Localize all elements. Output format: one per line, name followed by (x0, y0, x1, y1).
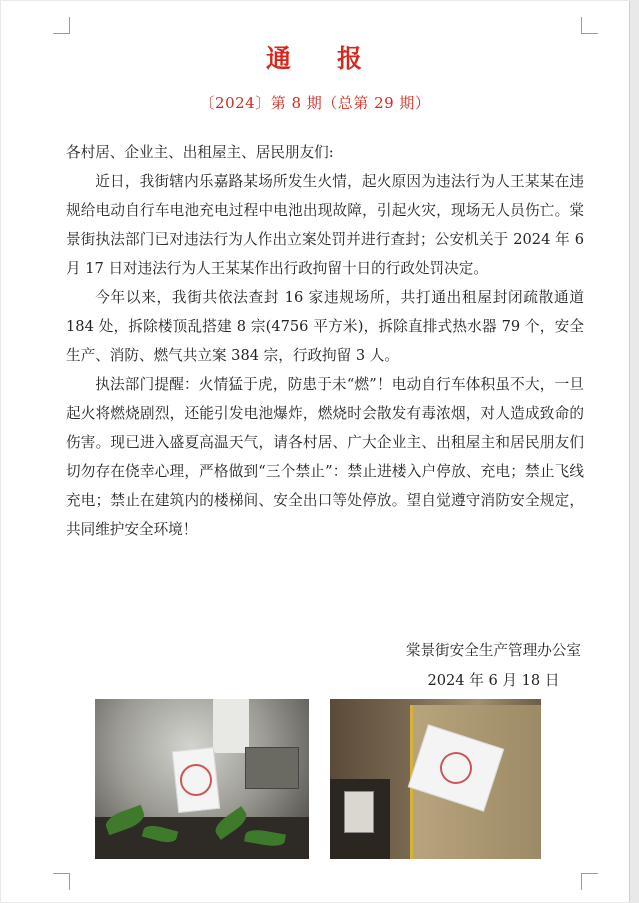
paragraph-statistics: 今年以来，我街共依法查封 16 家违规场所，共打通出租屋封闭疏散通道 184 处，拆除楼顶乱搭建 8 宗(4756 平方米)，拆除直排式热水器 79 个，安全生产、消防、燃气共立案 384 宗，行政拘留 3 人。 (66, 289, 584, 364)
notice-title (1, 39, 629, 75)
seal-stamp-icon (436, 748, 476, 788)
photo-sealed-outlet (95, 699, 309, 859)
seal-stamp-icon (178, 762, 213, 797)
signature-block (406, 636, 581, 696)
crop-mark-top-left (53, 17, 70, 34)
issue-number: 〔2024〕第 8 期（总第 29 期） (199, 94, 431, 112)
paragraph-incident: 近日，我街辖内乐嘉路某场所发生火情，起火原因为违法行为人王某某在违规给电动自行车电池充电过程中电池出现故障，引起火灾，现场无人员伤亡。棠景街执法部门已对违法行为人作出立案处罚并进行查封；公安机关于 2024 年 6 月 17 日对违法行为人王某某作出行政拘留十日的行政处罚决定。 (66, 173, 584, 277)
notice-body (66, 138, 584, 544)
crop-mark-top-right (581, 17, 598, 34)
crop-mark-bottom-right (581, 873, 598, 890)
notice-title-char-1: 通 (265, 44, 293, 73)
signature-date: 2024 年 6 月 18 日 (427, 672, 560, 689)
signature-org: 棠景街安全生产管理办公室 (405, 642, 581, 659)
crop-mark-bottom-left (53, 873, 70, 890)
salutation: 各村居、企业主、出租屋主、居民朋友们: (66, 144, 334, 161)
notice-title-char-2: 报 (337, 44, 365, 73)
paragraph-reminder: 执法部门提醒：火情猛于虎，防患于未“燃”！电动自行车体积虽不大，一旦起火将燃烧剧烈，还能引发电池爆炸，燃烧时会散发有毒浓烟，对人造成致命的伤害。现已进入盛夏高温天气，请各村居、广大企业主、出租屋主和居民朋友们切勿存在侥幸心理，严格做到“三个禁止”：禁止进楼入户停放、充电；禁止飞线充电；禁止在建筑内的楼梯间、安全出口等处停放。望自觉遵守消防安全规定，共同维护安全环境！ (66, 376, 584, 538)
photo-sealed-cabinet (330, 699, 541, 859)
document-page (1, 1, 630, 902)
